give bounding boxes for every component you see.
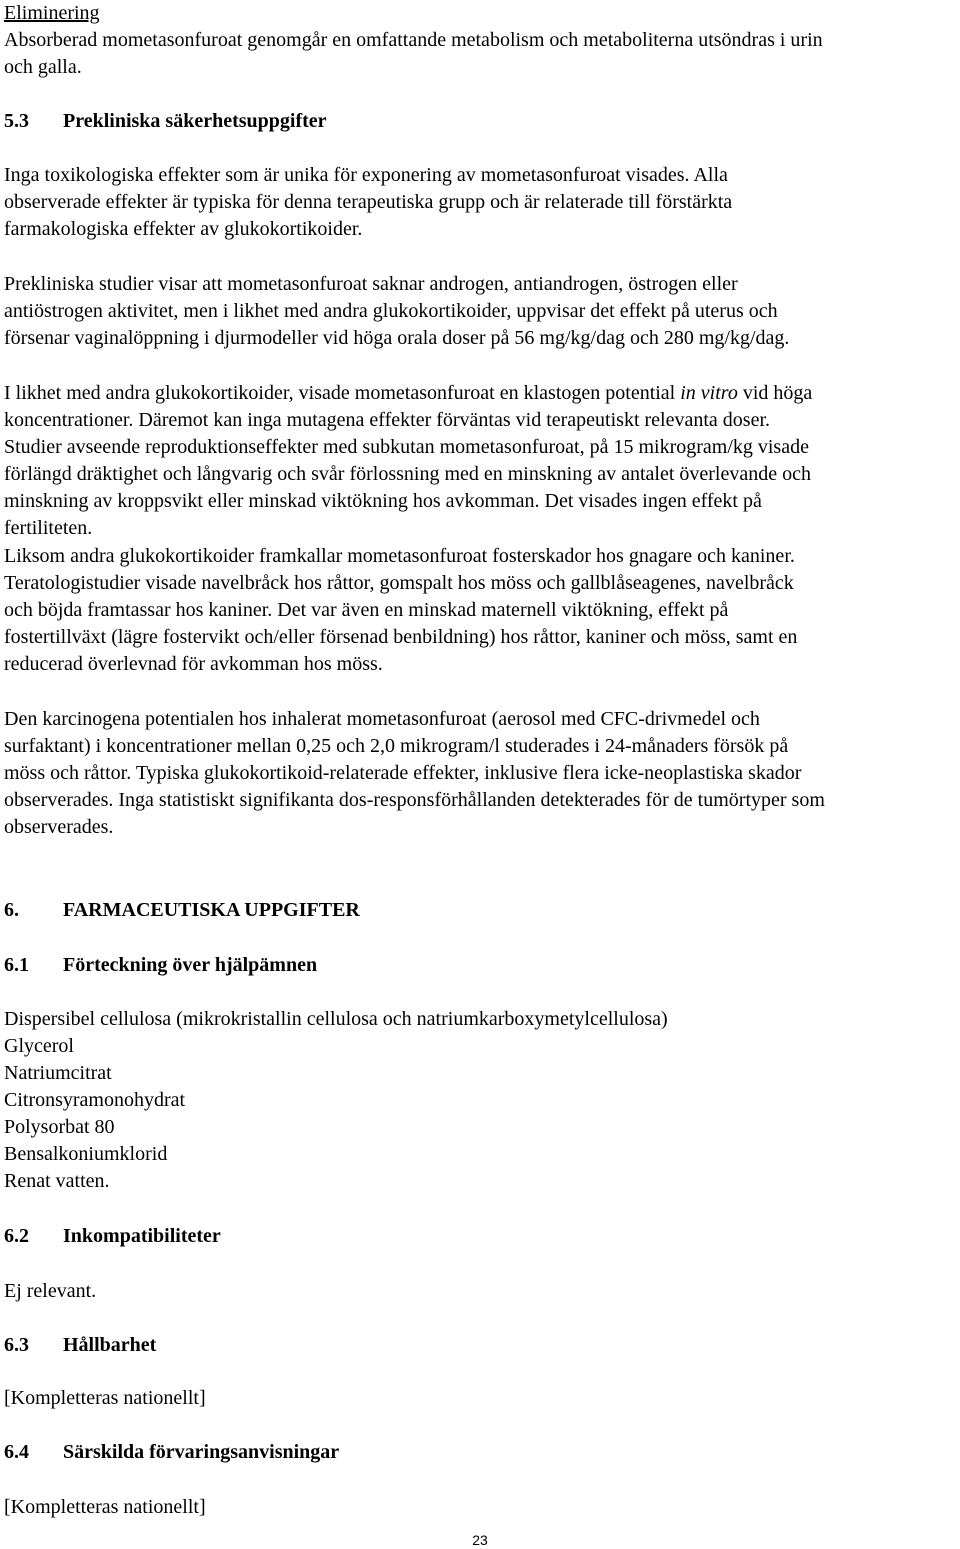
- section-number: 5.3: [4, 110, 29, 132]
- body-line: farmakologiska effekter av glukokortikoider.: [4, 218, 363, 240]
- section-title: FARMACEUTISKA UPPGIFTER: [63, 899, 360, 921]
- body-line: fertiliteten.: [4, 517, 93, 539]
- section-title: Hållbarhet: [63, 1334, 157, 1356]
- section-title: Inkompatibiliteter: [63, 1225, 221, 1247]
- section-heading-6: [4, 897, 360, 924]
- excipient-item: Renat vatten.: [4, 1170, 110, 1192]
- section-heading-6-4: [4, 1439, 339, 1466]
- body-line: Teratologistudier visade navelbråck hos råttor, gomspalt hos möss och gallblåseagenes, navelbråck: [4, 572, 794, 594]
- section-number: 6.4: [4, 1441, 29, 1463]
- body-line: [Kompletteras nationellt]: [4, 1387, 206, 1409]
- body-line: Studier avseende reproduktionseffekter med subkutan mometasonfuroat, på 15 mikrogram/kg visade: [4, 436, 809, 458]
- body-line: surfaktant) i koncentrationer mellan 0,25 och 2,0 mikrogram/l studerades i 24-månaders försök på: [4, 735, 789, 757]
- section-title: Särskilda förvaringsanvisningar: [63, 1441, 340, 1463]
- excipient-item: Polysorbat 80: [4, 1116, 115, 1138]
- excipient-item: Natriumcitrat: [4, 1062, 112, 1084]
- body-line: reducerad överlevnad för avkomman hos möss.: [4, 653, 383, 675]
- section-number: 6.2: [4, 1225, 29, 1247]
- section-heading-6-2: [4, 1223, 221, 1250]
- body-line-with-italic: [4, 380, 812, 407]
- body-line: försenar vaginalöppning i djurmodeller vid höga orala doser på 56 mg/kg/dag och 280 mg/kg/dag.: [4, 327, 790, 349]
- section-title: Prekliniska säkerhetsuppgifter: [63, 110, 327, 132]
- body-line: observerade effekter är typiska för denna terapeutiska grupp och är relaterade till förstärkta: [4, 191, 733, 213]
- body-line: möss och råttor. Typiska glukokortikoid-relaterade effekter, inklusive flera icke-neoplastiska skador: [4, 762, 802, 784]
- section-title: Förteckning över hjälpämnen: [63, 954, 318, 976]
- body-line: [Kompletteras nationellt]: [4, 1496, 206, 1518]
- body-line: antiöstrogen aktivitet, men i likhet med andra glukokortikoider, uppvisar det effekt på uterus och: [4, 300, 778, 322]
- text-segment: I likhet med andra glukokortikoider, visade mometasonfuroat en klastogen potential: [4, 382, 681, 404]
- body-line: observerades.: [4, 816, 114, 838]
- body-line: Den karcinogena potentialen hos inhalerat mometasonfuroat (aerosol med CFC-drivmedel och: [4, 708, 760, 730]
- body-line: observerades. Inga statistiskt signifikanta dos-responsförhållanden detekterades för de tumörtyper som: [4, 789, 825, 811]
- body-line: Prekliniska studier visar att mometasonfuroat saknar androgen, antiandrogen, östrogen eller: [4, 273, 738, 295]
- excipient-item: Glycerol: [4, 1035, 74, 1057]
- section-heading-6-3: [4, 1332, 156, 1359]
- section-number: 6.: [4, 899, 19, 921]
- section-number: 6.3: [4, 1334, 29, 1356]
- body-line: och galla.: [4, 56, 82, 78]
- body-line: minskning av kroppsvikt eller minskad viktökning hos avkomman. Det visades ingen effekt på: [4, 490, 762, 512]
- body-line: och böjda framtassar hos kaniner. Det var även en minskad maternell viktökning, effekt på: [4, 599, 729, 621]
- excipient-item: Citronsyramonohydrat: [4, 1089, 186, 1111]
- body-line: koncentrationer. Däremot kan inga mutagena effekter förväntas vid terapeutiskt relevanta doser.: [4, 409, 770, 431]
- body-line: Inga toxikologiska effekter som är unika för exponering av mometasonfuroat visades. Alla: [4, 164, 728, 186]
- text-segment: vid höga: [737, 382, 813, 404]
- body-line: förlängd dräktighet och långvarig och svår förlossning med en minskning av antalet överlevande och: [4, 463, 811, 485]
- italic-term: in vitro: [680, 382, 738, 404]
- body-line: Absorberad mometasonfuroat genomgår en omfattande metabolism och metaboliterna utsöndras i urin: [4, 29, 823, 51]
- elimination-heading: Eliminering: [4, 2, 100, 24]
- section-heading-6-1: [4, 952, 317, 979]
- body-line: fostertillväxt (lägre fostervikt och/eller försenad benbildning) hos råttor, kaniner och möss, samt en: [4, 626, 798, 648]
- excipient-item: Dispersibel cellulosa (mikrokristallin cellulosa och natriumkarboxymetylcellulosa): [4, 1008, 668, 1030]
- section-number: 6.1: [4, 954, 29, 976]
- page-number: 23: [472, 1532, 488, 1548]
- excipient-item: Bensalkoniumklorid: [4, 1143, 168, 1165]
- body-line: Ej relevant.: [4, 1280, 97, 1302]
- section-heading-5-3: [4, 108, 327, 135]
- body-line: Liksom andra glukokortikoider framkallar mometasonfuroat fosterskador hos gnagare och kaniner.: [4, 545, 795, 567]
